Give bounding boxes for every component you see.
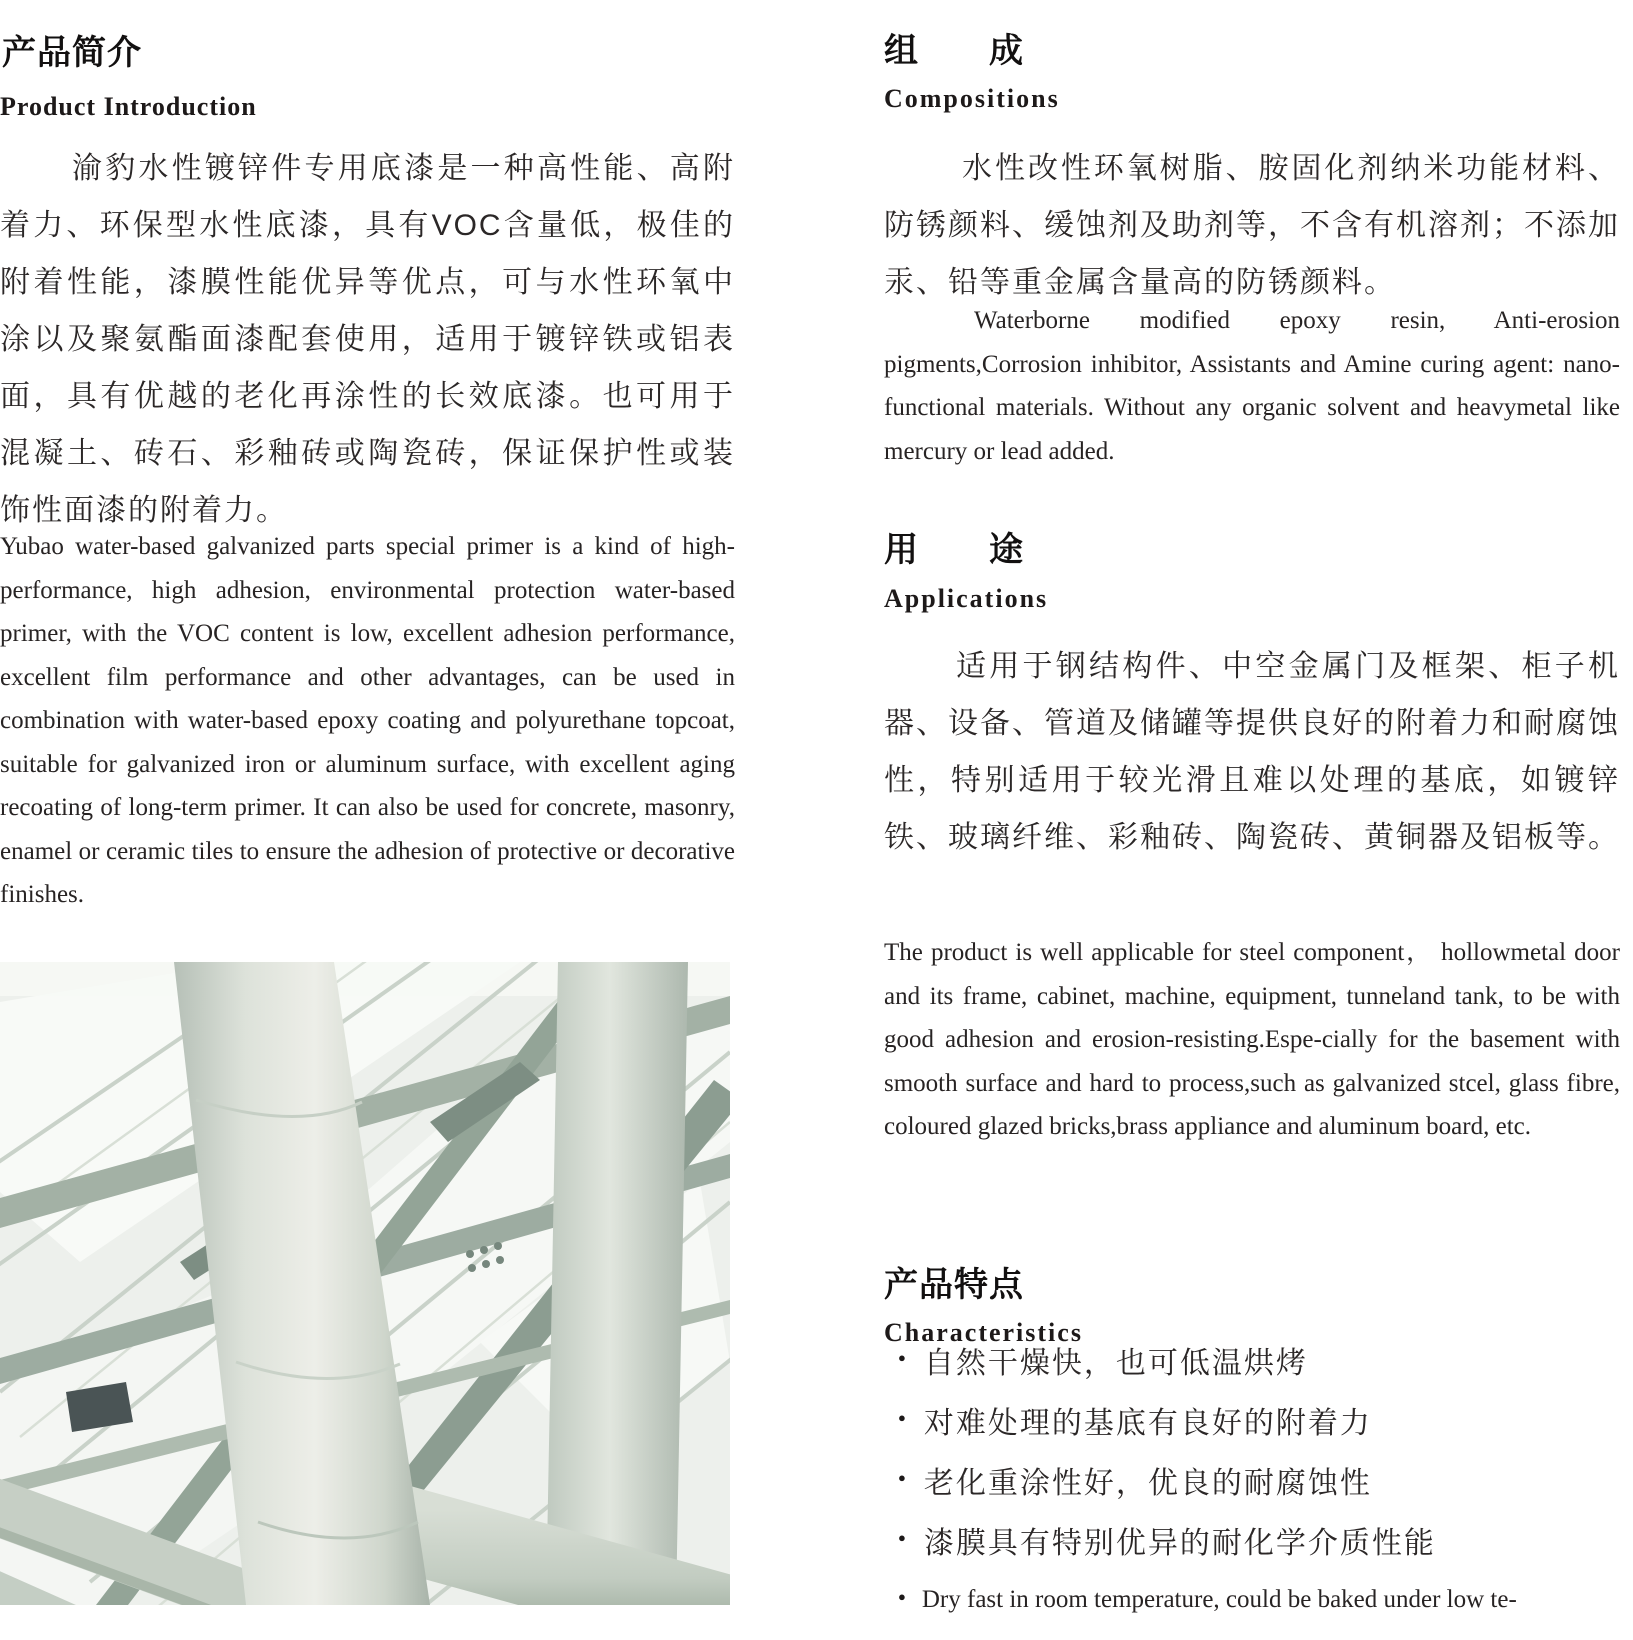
bullet-icon: ●	[898, 1529, 908, 1545]
characteristic-text: 老化重涂性好，优良的耐腐蚀性	[923, 1467, 1372, 1500]
characteristic-text: 漆膜具有特别优异的耐化学介质性能	[923, 1527, 1436, 1560]
characteristic-item	[884, 1390, 1629, 1450]
characteristics-title-en: Characteristics	[884, 1317, 1083, 1347]
steel-structure-photo-art	[0, 962, 730, 1605]
bullet-icon: ●	[898, 1589, 906, 1604]
steel-structure-photo	[0, 962, 730, 1605]
characteristic-item	[884, 1450, 1629, 1510]
bullet-icon: ●	[898, 1409, 908, 1425]
characteristic-text: 自然干燥快，也可低温烘烤	[923, 1347, 1308, 1380]
applications-title-zh: 用 途	[884, 530, 1024, 569]
compositions-title-en: Compositions	[884, 83, 1060, 113]
applications-paragraph-zh: 适用于钢结构件、中空金属门及框架、柜子机器、设备、管道及储罐等提供良好的附着力和耐腐蚀性，特别适用于较光滑且难以处理的基底，如镀锌铁、玻璃纤维、彩釉砖、陶瓷砖、黄铜器及铝板等。	[884, 650, 1620, 854]
applications-paragraph-en: The product is well applicable for steel component， hollowmetal door and its frame, cabinet, machine, equipment, tunneland tank, to be with good adhesion and erosion-resisting.Espe-cially for the basement with smooth surface and hard to process,such as galvanized stcel, glass fibre, coloured glazed bricks,brass appliance and aluminum board, etc.	[884, 939, 1620, 1140]
applications-title-en: Applications	[884, 583, 1049, 613]
product-intro-title-zh: 产品简介	[2, 33, 142, 72]
product-intro-paragraph-en: Yubao water-based galvanized parts special primer is a kind of high-performance, high adhesion, environmental protection water-based primer, with the VOC content is low, excellent adhesion performance, excellent film performance and other advantages, can be used in combination with water-based epoxy coating and polyurethane topcoat, suitable for galvanized iron or aluminum surface, with excellent aging recoating of long-term primer. It can also be used for concrete, masonry, enamel or ceramic tiles to ensure the adhesion of protective or decorative finishes.	[0, 533, 735, 908]
characteristics-title-zh: 产品特点	[884, 1265, 1024, 1304]
characteristic-item	[884, 1330, 1629, 1390]
compositions-title-zh: 组 成	[884, 31, 1024, 70]
bullet-icon: ●	[898, 1469, 908, 1485]
product-intro-paragraph-zh: 渝豹水性镀锌件专用底漆是一种高性能、高附着力、环保型水性底漆，具有VOC含量低，极佳的附着性能，漆膜性能优异等优点，可与水性环氧中涂以及聚氨酯面漆配套使用，适用于镀锌铁或铝表面，具有优越的老化再涂性的长效底漆。也可用于混凝土、砖石、彩釉砖或陶瓷砖，保证保护性或装饰性面漆的附着力。	[0, 152, 735, 527]
bullet-icon: ●	[898, 1349, 908, 1365]
characteristics-list	[884, 1330, 1629, 1630]
characteristic-text: Dry fast in room temperature, could be baked under low te-	[921, 1586, 1517, 1613]
characteristic-item	[884, 1570, 1629, 1630]
compositions-paragraph-zh: 水性改性环氧树脂、胺固化剂纳米功能材料、防锈颜料、缓蚀剂及助剂等，不含有机溶剂；不添加汞、铅等重金属含量高的防锈颜料。	[884, 152, 1620, 299]
compositions-paragraph-en: Waterborne modified epoxy resin, Anti-erosion pigments,Corrosion inhibitor, Assistants and Amine curing agent: nano-functional materials. Without any organic solvent and heavymetal like mercury or lead added.	[884, 307, 1620, 465]
product-intro-title-en: Product Introduction	[0, 91, 257, 121]
characteristic-item	[884, 1510, 1629, 1570]
characteristic-text: 对难处理的基底有良好的附着力	[923, 1407, 1372, 1440]
right-cylinder-column	[546, 962, 688, 1605]
